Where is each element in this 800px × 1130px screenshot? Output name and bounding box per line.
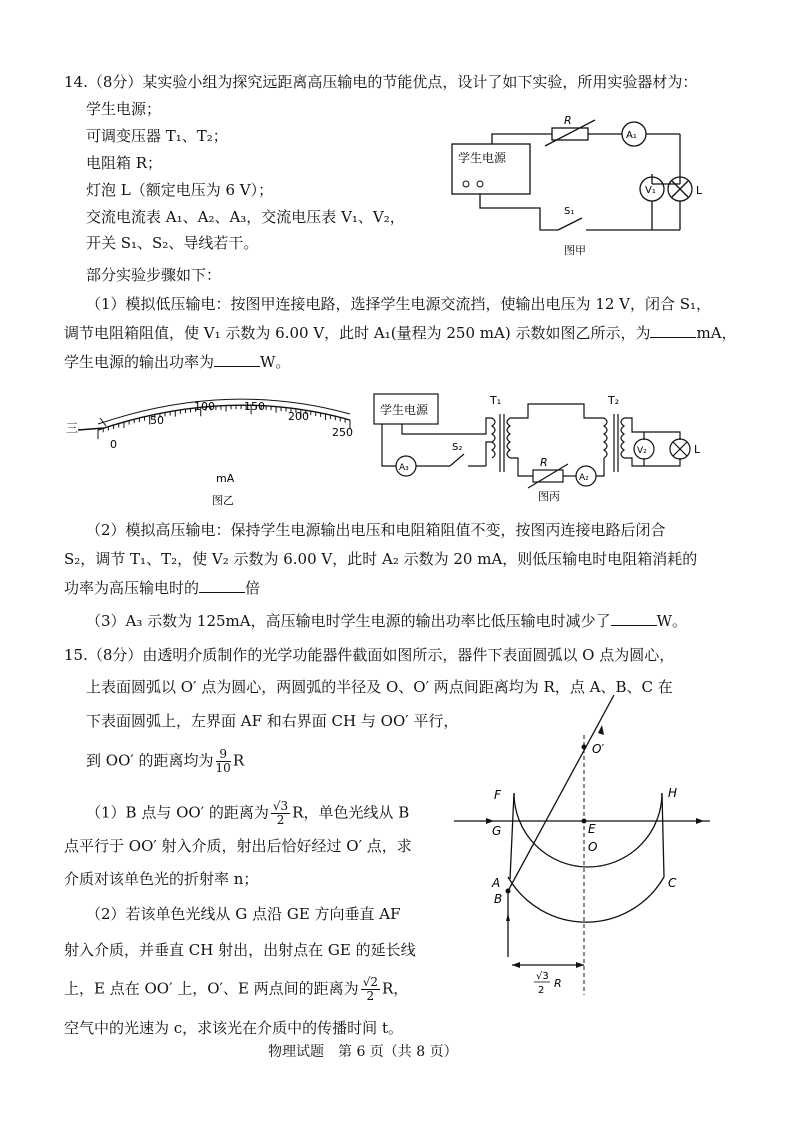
fraction: $\frac{√2}{2}$ [362, 975, 378, 1003]
svg-text:V₁: V₁ [645, 185, 656, 196]
svg-text:A: A [492, 876, 501, 890]
step2-line2: S₂，调节 T₁、T₂，使 V₂ 示数为 6.00 V，此时 A₂ 示数为 20 mA，则低压输电时电阻箱消耗的 [64, 550, 698, 568]
step1-line1: （1）模拟低压输电：按图甲连接电路，选择学生电源交流挡，使输出电压为 12 V，闭合 S₁， [86, 295, 712, 313]
q15-part2-line2: 射入介质，并垂直 CH 射出，出射点在 GE 的延长线 [64, 941, 416, 959]
svg-text:R: R [564, 114, 572, 127]
svg-text:R: R [540, 456, 548, 469]
answer-blank[interactable] [650, 323, 696, 338]
svg-text:O′: O′ [592, 742, 605, 756]
material-line: 灯泡 L（额定电压为 6 V）； [86, 181, 274, 199]
tick-label-100: 100 [194, 400, 215, 413]
step2-line3: 功率为高压输电时的 倍 [64, 579, 261, 597]
meter-unit: mA [216, 472, 235, 485]
arrow-icon [576, 962, 584, 968]
tick-label-50: 50 [150, 414, 164, 427]
resistor-box-r [552, 128, 588, 140]
step1-line3: 学生电源的输出功率为 W。 [64, 353, 291, 371]
svg-text:C: C [668, 876, 677, 890]
svg-text:A₂: A₂ [579, 473, 589, 483]
svg-text:R: R [554, 977, 562, 990]
fraction: $\frac{9}{10}$ [215, 747, 231, 775]
answer-blank[interactable] [611, 611, 657, 626]
figure-jia-circuit [440, 112, 720, 262]
svg-text:L: L [696, 184, 703, 197]
q15-part2-line4: 空气中的光速为 c，求该光在介质中的传播时间 t。 [64, 1019, 403, 1037]
svg-text:B: B [494, 892, 503, 906]
meter-icon: 三 [66, 421, 79, 435]
svg-text:T₁: T₁ [490, 394, 502, 407]
tick-label-0: 0 [110, 438, 117, 451]
arrow-icon [696, 818, 704, 824]
figure-bing-circuit [368, 388, 708, 503]
q15-part1-line3: 介质对该单色光的折射率 n； [64, 870, 259, 888]
svg-text:V₂: V₂ [637, 446, 647, 456]
figure-optical-device [450, 695, 720, 1005]
steps-intro: 部分实验步骤如下： [86, 266, 222, 284]
arrow-icon [598, 725, 604, 735]
q15-line4: 到 OO′ 的距离均为 $\frac{9}{10}$ R [86, 747, 245, 775]
svg-text:H: H [668, 786, 678, 800]
page-footer: 物理试题 第 6 页（共 8 页） [268, 1044, 458, 1060]
tick-label-200: 200 [288, 410, 309, 423]
tick-label-250: 250 [332, 426, 353, 439]
material-line: 电阻箱 R； [86, 154, 163, 172]
q15-part1-line2: 点平行于 OO′ 射入介质，射出后恰好经过 O′ 点，求 [64, 837, 412, 855]
material-line: 可调变压器 T₁、T₂； [86, 127, 228, 145]
svg-text:O: O [588, 840, 598, 854]
q15-line1: 15.（8分）由透明介质制作的光学功能器件截面如图所示，器件下表面圆弧以 O 点为圆心， [64, 646, 675, 664]
q15-line3: 下表面圆弧上，左界面 AF 和右界面 CH 与 OO′ 平行， [86, 712, 459, 730]
svg-text:A₁: A₁ [626, 130, 637, 141]
q15-line2: 上表面圆弧以 O′ 点为圆心，两圆弧的半径及 O、O′ 两点间距离均为 R，点 A、B、C 在 [86, 678, 673, 696]
tick-label-150: 150 [244, 400, 265, 413]
svg-text:2: 2 [538, 985, 545, 996]
svg-text:F: F [494, 788, 501, 802]
arrow-icon [512, 962, 520, 968]
step1-line2: 调节电阻箱阻值，使 V₁ 示数为 6.00 V，此时 A₁(量程为 250 mA) 示数如图乙所示，为 mA， [64, 324, 737, 342]
figure-caption: 图乙 [212, 494, 234, 507]
q15-part2-line1: （2）若该单色光线从 G 点沿 GE 方向垂直 AF [86, 905, 401, 923]
figure-yi-meter [58, 378, 358, 508]
answer-blank[interactable] [214, 352, 260, 367]
svg-text:A₃: A₃ [399, 463, 409, 473]
svg-text:G: G [492, 824, 502, 838]
material-line: 学生电源； [86, 100, 162, 118]
figure-caption: 图丙 [538, 490, 560, 503]
fraction: $\frac{√3}{2}$ [272, 799, 289, 827]
figure-caption: 图甲 [564, 244, 586, 257]
source-label: 学生电源 [380, 403, 429, 417]
step2-line1: （2）模拟高压输电：保持学生电源输出电压和电阻箱阻值不变，按图丙连接电路后闭合 [86, 521, 666, 539]
svg-text:√3: √3 [536, 971, 549, 982]
svg-text:T₂: T₂ [608, 394, 620, 407]
source-label: 学生电源 [458, 151, 507, 165]
svg-text:L: L [694, 443, 701, 456]
q15-part1-line1: （1）B 点与 OO′ 的距离为 $\frac{√3}{2}$ R，单色光线从 B [86, 799, 410, 827]
svg-text:E: E [588, 822, 596, 836]
q15-part2-line3: 上，E 点在 OO′ 上，O′、E 两点间的距离为 $\frac{√2}{2}$ R， [64, 975, 409, 1003]
step3-line: （3）A₃ 示数为 125mA，高压输电时学生电源的输出功率比低压输电时减少了 W。 [86, 612, 688, 630]
svg-text:S₂: S₂ [452, 442, 463, 453]
svg-text:S₁: S₁ [564, 206, 575, 217]
arrow-icon [506, 913, 510, 921]
material-line: 开关 S₁、S₂、导线若干。 [86, 234, 259, 252]
material-line: 交流电流表 A₁、A₂、A₃，交流电压表 V₁、V₂， [86, 208, 405, 226]
answer-blank[interactable] [199, 578, 245, 593]
q14-header: 14.（8分）某实验小组为探究远距离高压输电的节能优点，设计了如下实验，所用实验器材为： [64, 73, 698, 91]
